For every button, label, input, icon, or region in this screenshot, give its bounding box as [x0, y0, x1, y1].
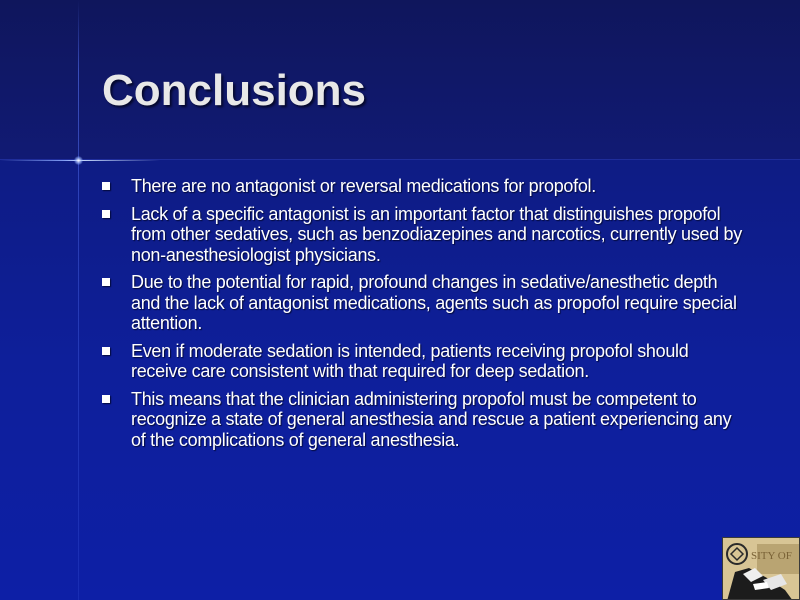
list-item: [102, 389, 742, 451]
sparkle-icon: [74, 156, 83, 165]
square-bullet-icon: [102, 347, 110, 355]
bullet-text: Due to the potential for rapid, profound changes in sedative/anesthetic depth and the lack of antagonist medications, agents such as propofol require special attention.: [131, 272, 737, 333]
list-item: [102, 204, 742, 266]
bullet-text: There are no antagonist or reversal medications for propofol.: [131, 176, 596, 196]
bullet-text: Lack of a specific antagonist is an important factor that distinguishes propofol from other sedatives, such as benzodiazepines and narcotics, currently used by non-anesthesiologist physicians.: [131, 203, 742, 265]
bullet-list: [102, 176, 742, 457]
square-bullet-icon: [102, 278, 110, 286]
list-item: [102, 176, 742, 197]
square-bullet-icon: [102, 210, 110, 218]
university-logo: [722, 537, 800, 600]
bullet-text: Even if moderate sedation is intended, patients receiving propofol should receive care consistent with that required for deep sedation.: [131, 340, 689, 381]
list-item: [102, 341, 742, 382]
list-item: [102, 272, 742, 334]
slide-title: Conclusions: [102, 66, 367, 115]
decorative-vertical-line: [78, 0, 79, 600]
logo-text: SITY OF: [751, 550, 792, 562]
square-bullet-icon: [102, 182, 110, 190]
square-bullet-icon: [102, 395, 110, 403]
bullet-text: This means that the clinician administering propofol must be competent to recognize a state of general anesthesia and rescue a patient experiencing any of the complications of general anesthesia.: [131, 388, 732, 450]
university-crest-icon: [723, 538, 800, 600]
